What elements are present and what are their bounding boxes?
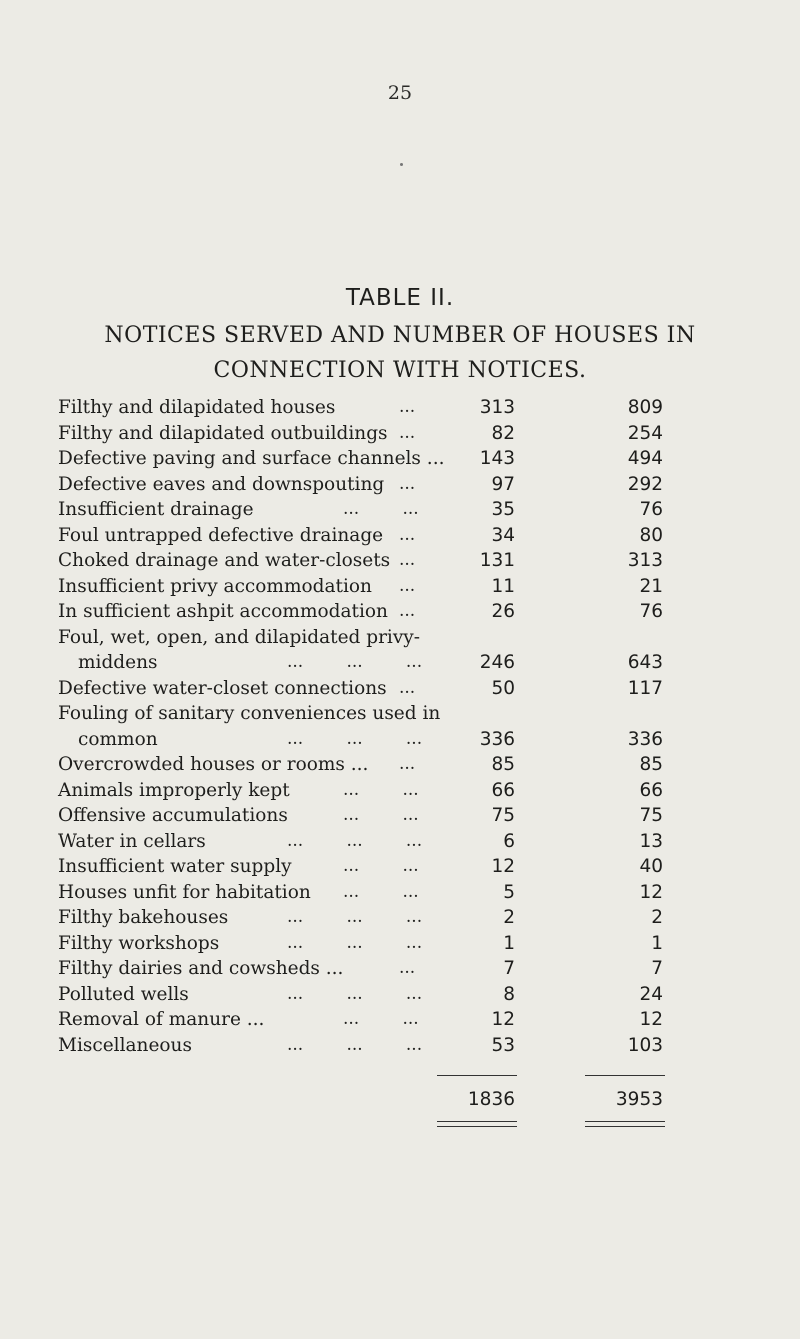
table-title-line-2: CONNECTION WITH NOTICES. bbox=[213, 358, 587, 383]
notices-count: 26 bbox=[491, 601, 515, 622]
row-label bbox=[58, 523, 383, 549]
leader-dots: ... ... ... bbox=[287, 830, 423, 851]
table-row bbox=[0, 1007, 800, 1033]
notices-count: 82 bbox=[491, 422, 515, 444]
row-label bbox=[58, 880, 311, 906]
houses-count: 1 bbox=[651, 932, 663, 954]
row-label bbox=[58, 599, 388, 625]
table-row bbox=[0, 956, 800, 982]
row-label-text: Foul, wet, open, and dilapidated privy- bbox=[58, 626, 421, 648]
row-label-text: Filthy dairies and cowsheds ... bbox=[58, 958, 344, 979]
table-row bbox=[0, 395, 800, 421]
notices-count: 12 bbox=[491, 856, 515, 877]
total-rule-houses bbox=[585, 1075, 665, 1076]
leader-dots: ... ... bbox=[343, 1009, 419, 1029]
row-label bbox=[58, 676, 387, 702]
houses-count: 80 bbox=[639, 524, 663, 546]
row-label-text: Fouling of sanitary conveniences used in bbox=[58, 703, 441, 724]
table-row bbox=[0, 625, 800, 676]
row-label bbox=[58, 574, 372, 600]
notices-count: 131 bbox=[479, 550, 515, 571]
table-row bbox=[0, 548, 800, 574]
table-heading: TABLE II. bbox=[345, 285, 455, 311]
table-row bbox=[0, 523, 800, 549]
houses-count: 254 bbox=[627, 422, 663, 444]
leader-dots: ... bbox=[399, 524, 416, 545]
row-label bbox=[58, 497, 254, 523]
leader-dots: ... bbox=[399, 677, 416, 698]
notices-count: 75 bbox=[491, 805, 515, 826]
notices-count: 336 bbox=[479, 728, 515, 750]
row-label-text: Miscellaneous bbox=[58, 1034, 192, 1056]
print-speck bbox=[400, 163, 403, 166]
notices-count: 11 bbox=[491, 575, 515, 597]
table-title-line-1: NOTICES SERVED AND NUMBER OF HOUSES IN bbox=[104, 323, 696, 348]
notices-count: 8 bbox=[503, 983, 515, 1005]
table-row bbox=[0, 1033, 800, 1059]
notices-count: 6 bbox=[503, 830, 515, 852]
houses-count: 75 bbox=[639, 805, 663, 826]
row-label bbox=[58, 829, 206, 855]
leader-dots: ... ... ... bbox=[287, 1034, 423, 1055]
notices-count: 2 bbox=[503, 907, 515, 928]
notices-count: 35 bbox=[491, 499, 515, 520]
row-label-text: Removal of manure ... bbox=[58, 1009, 265, 1030]
row-label-text: Insufficient privy accommodation bbox=[58, 575, 372, 597]
leader-dots: ... bbox=[399, 601, 416, 621]
houses-count: 76 bbox=[639, 499, 663, 520]
notices-count: 246 bbox=[479, 652, 515, 673]
houses-count: 21 bbox=[639, 575, 663, 597]
notices-count: 5 bbox=[503, 881, 515, 903]
row-label bbox=[58, 1007, 264, 1033]
table-row bbox=[0, 701, 800, 752]
total-houses: 3953 bbox=[615, 1089, 663, 1110]
leader-dots: ... ... ... bbox=[287, 932, 423, 953]
houses-count: 13 bbox=[639, 830, 663, 852]
table-row bbox=[0, 931, 800, 957]
row-label bbox=[58, 905, 228, 931]
leader-dots: ... ... bbox=[343, 779, 419, 800]
leader-dots: ... bbox=[399, 473, 416, 494]
leader-dots: ... bbox=[399, 958, 416, 978]
table-row bbox=[0, 574, 800, 600]
row-label-text: Filthy and dilapidated outbuildings bbox=[58, 422, 388, 444]
table-row bbox=[0, 982, 800, 1008]
total-double-rule-notices bbox=[437, 1121, 517, 1127]
table-row bbox=[0, 446, 800, 472]
row-label-text: Defective water-closet connections bbox=[58, 677, 387, 699]
houses-count: 76 bbox=[639, 601, 663, 622]
table-row bbox=[0, 778, 800, 804]
row-label-text: In sufficient ashpit accommodation bbox=[58, 601, 388, 622]
row-label bbox=[58, 472, 384, 498]
houses-count: 12 bbox=[639, 1009, 663, 1030]
row-label bbox=[58, 1033, 192, 1059]
houses-count: 12 bbox=[639, 881, 663, 903]
notices-count: 7 bbox=[503, 958, 515, 979]
row-label-text: Choked drainage and water-closets bbox=[58, 550, 391, 571]
row-label-text: Overcrowded houses or rooms ... bbox=[58, 754, 369, 775]
notices-count: 143 bbox=[479, 448, 515, 469]
notices-count: 85 bbox=[491, 754, 515, 775]
total-notices: 1836 bbox=[467, 1089, 515, 1110]
row-label bbox=[58, 803, 288, 829]
page-number: 25 bbox=[387, 82, 413, 104]
table-row bbox=[0, 803, 800, 829]
houses-count: 313 bbox=[627, 550, 663, 571]
leader-dots: ... bbox=[399, 754, 416, 774]
row-label bbox=[58, 752, 368, 778]
houses-count: 336 bbox=[627, 728, 663, 750]
table-row bbox=[0, 880, 800, 906]
row-label-text: Defective eaves and downspouting bbox=[58, 473, 385, 495]
row-label-continuation: common bbox=[78, 728, 158, 750]
row-label-text: Filthy and dilapidated houses bbox=[58, 397, 336, 418]
totals-row bbox=[0, 1087, 800, 1113]
row-label bbox=[58, 778, 290, 804]
row-label-text: Defective paving and surface channels ... bbox=[58, 448, 445, 469]
houses-count: 40 bbox=[639, 856, 663, 877]
row-label bbox=[58, 446, 444, 472]
row-label-text: Animals improperly kept bbox=[58, 779, 290, 801]
row-label-text: Filthy bakehouses bbox=[58, 907, 229, 928]
row-label bbox=[58, 956, 343, 982]
leader-dots: ... bbox=[399, 575, 416, 596]
row-label-text: Polluted wells bbox=[58, 983, 189, 1005]
table-row bbox=[0, 854, 800, 880]
row-label-text: Filthy workshops bbox=[58, 932, 220, 954]
table-row bbox=[0, 676, 800, 702]
houses-count: 809 bbox=[627, 397, 663, 418]
leader-dots: ... ... bbox=[343, 856, 419, 876]
row-label-text: Insufficient water supply bbox=[58, 856, 292, 877]
row-label-continuation: middens bbox=[78, 652, 158, 673]
table-row bbox=[0, 497, 800, 523]
row-label-text: Offensive accumulations bbox=[58, 805, 288, 826]
leader-dots: ... ... ... bbox=[287, 652, 423, 672]
notices-count: 97 bbox=[491, 473, 515, 495]
houses-count: 292 bbox=[627, 473, 663, 495]
houses-count: 66 bbox=[639, 779, 663, 801]
table-row bbox=[0, 829, 800, 855]
leader-dots: ... ... ... bbox=[287, 907, 423, 927]
notices-count: 53 bbox=[491, 1034, 515, 1056]
leader-dots: ... bbox=[399, 422, 416, 443]
row-label bbox=[58, 854, 292, 880]
notices-count: 12 bbox=[491, 1009, 515, 1030]
row-label bbox=[58, 395, 335, 421]
notices-count: 1 bbox=[503, 932, 515, 954]
table-row bbox=[0, 472, 800, 498]
houses-count: 494 bbox=[627, 448, 663, 469]
row-label-text: Water in cellars bbox=[58, 830, 206, 852]
notices-count: 66 bbox=[491, 779, 515, 801]
table-row bbox=[0, 421, 800, 447]
houses-count: 24 bbox=[639, 983, 663, 1005]
notices-count: 50 bbox=[491, 677, 515, 699]
leader-dots: ... bbox=[399, 397, 416, 417]
leader-dots: ... ... ... bbox=[287, 983, 423, 1004]
houses-count: 7 bbox=[651, 958, 663, 979]
leader-dots: ... ... ... bbox=[287, 728, 423, 749]
leader-dots: ... ... bbox=[343, 499, 419, 519]
notices-count: 34 bbox=[491, 524, 515, 546]
row-label-text: Foul untrapped defective drainage bbox=[58, 524, 384, 546]
row-label bbox=[58, 931, 219, 957]
row-label-text: Insufficient drainage bbox=[58, 499, 254, 520]
notices-table bbox=[0, 395, 800, 1058]
houses-count: 117 bbox=[627, 677, 663, 699]
table-row bbox=[0, 905, 800, 931]
notices-count: 313 bbox=[479, 397, 515, 418]
table-row bbox=[0, 752, 800, 778]
houses-count: 2 bbox=[651, 907, 663, 928]
leader-dots: ... ... bbox=[343, 881, 419, 902]
row-label bbox=[58, 421, 388, 447]
row-label bbox=[58, 548, 390, 574]
table-row bbox=[0, 599, 800, 625]
total-double-rule-houses bbox=[585, 1121, 665, 1127]
row-label bbox=[58, 982, 189, 1008]
leader-dots: ... bbox=[399, 550, 416, 570]
houses-count: 103 bbox=[627, 1034, 663, 1056]
total-rule-notices bbox=[437, 1075, 517, 1076]
leader-dots: ... ... bbox=[343, 805, 419, 825]
houses-count: 85 bbox=[639, 754, 663, 775]
row-label-text: Houses unfit for habitation bbox=[58, 881, 311, 903]
houses-count: 643 bbox=[627, 652, 663, 673]
